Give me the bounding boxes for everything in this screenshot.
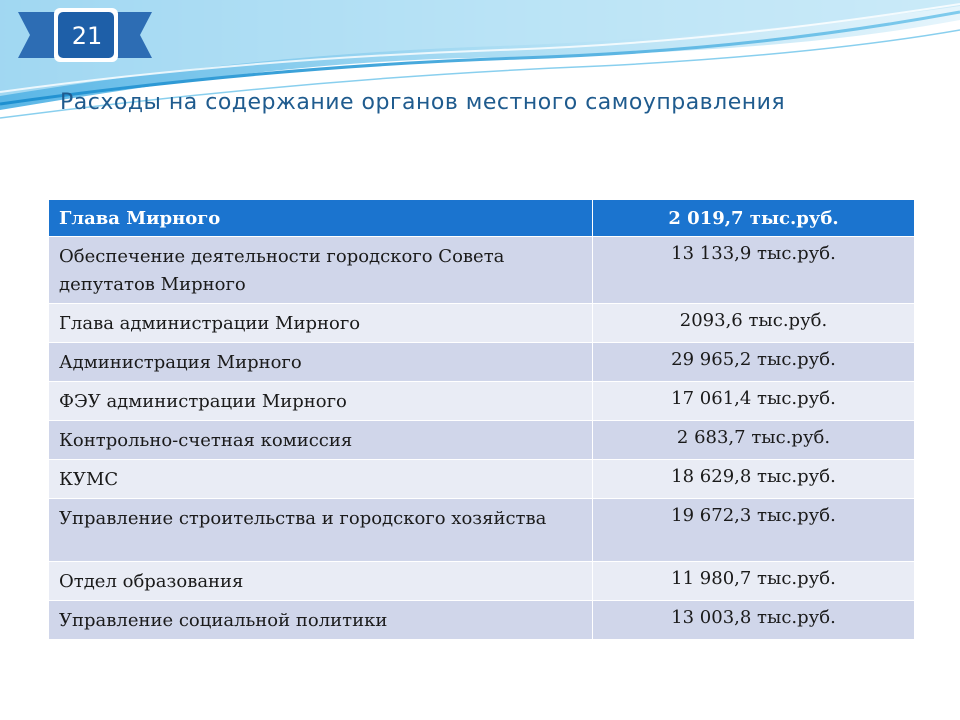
row-value-cell: 13 133,9 тыс.руб. bbox=[593, 237, 915, 304]
row-name-cell: Обеспечение деятельности городского Совета депутатов Мирного bbox=[49, 237, 593, 304]
table-header-row bbox=[49, 200, 915, 237]
header-name-cell: Глава Мирного bbox=[49, 200, 593, 237]
table-row bbox=[49, 382, 915, 421]
table-row bbox=[49, 421, 915, 460]
header-value-cell: 2 019,7 тыс.руб. bbox=[593, 200, 915, 237]
row-name-cell: ФЭУ администрации Мирного bbox=[49, 382, 593, 421]
row-name-cell: Глава администрации Мирного bbox=[49, 304, 593, 343]
row-value-cell: 2 683,7 тыс.руб. bbox=[593, 421, 915, 460]
row-value-cell: 29 965,2 тыс.руб. bbox=[593, 343, 915, 382]
row-value-cell: 19 672,3 тыс.руб. bbox=[593, 499, 915, 562]
table-row bbox=[49, 237, 915, 304]
table-row bbox=[49, 460, 915, 499]
row-value-cell: 11 980,7 тыс.руб. bbox=[593, 562, 915, 601]
row-name-cell: Управление строительства и городского хозяйства bbox=[49, 499, 593, 562]
row-name-cell: Контрольно-счетная комиссия bbox=[49, 421, 593, 460]
row-name-cell: Отдел образования bbox=[49, 562, 593, 601]
expenses-table bbox=[48, 199, 915, 640]
row-value-cell: 13 003,8 тыс.руб. bbox=[593, 601, 915, 640]
table-row bbox=[49, 499, 915, 562]
page-number: 21 bbox=[71, 22, 103, 50]
row-name-cell: Управление социальной политики bbox=[49, 601, 593, 640]
table-row bbox=[49, 601, 915, 640]
row-name-cell: КУМС bbox=[49, 460, 593, 499]
row-value-cell: 17 061,4 тыс.руб. bbox=[593, 382, 915, 421]
slide-title: Расходы на содержание органов местного самоуправления bbox=[60, 90, 786, 115]
table-row bbox=[49, 343, 915, 382]
row-value-cell: 2093,6 тыс.руб. bbox=[593, 304, 915, 343]
table-row bbox=[49, 304, 915, 343]
row-name-cell: Администрация Мирного bbox=[49, 343, 593, 382]
row-value-cell: 18 629,8 тыс.руб. bbox=[593, 460, 915, 499]
table-row bbox=[49, 562, 915, 601]
